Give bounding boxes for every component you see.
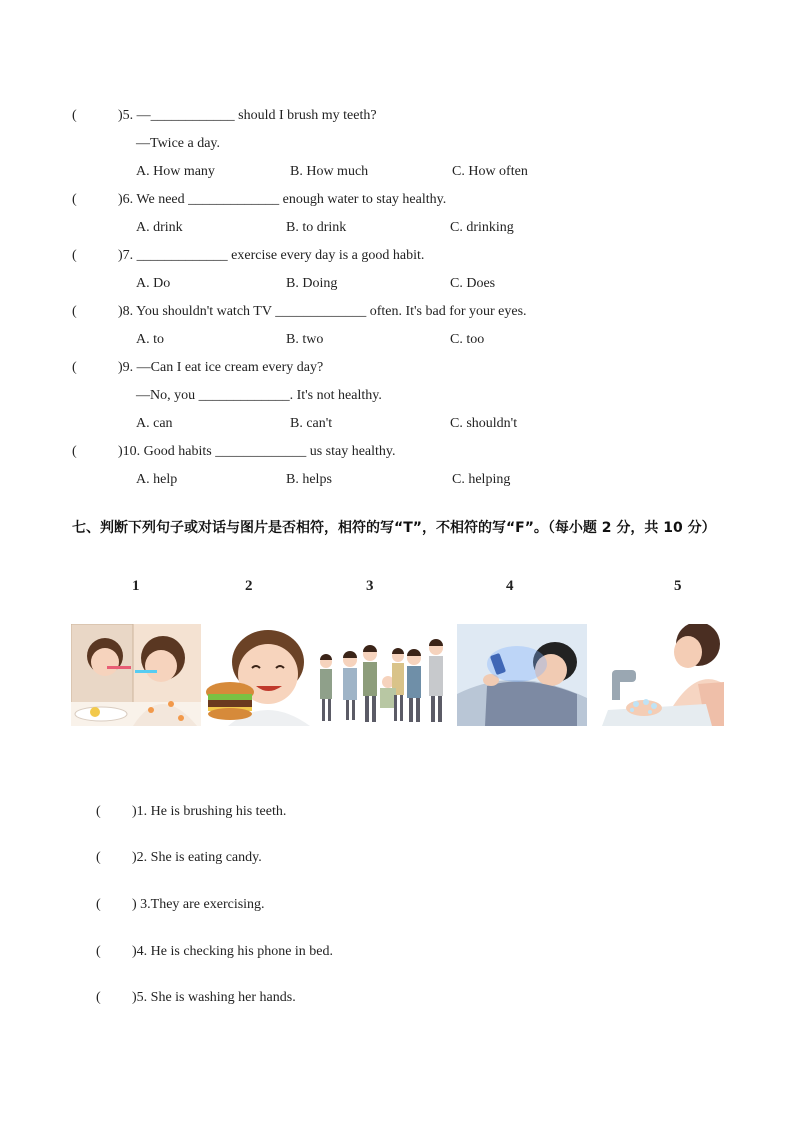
answer-blank[interactable]: _____________ bbox=[188, 192, 280, 207]
answer-paren[interactable]: ( bbox=[72, 360, 77, 375]
option-b[interactable]: B. Doing bbox=[286, 276, 338, 291]
picture-number-1: 1 bbox=[132, 578, 140, 594]
picture-number-4: 4 bbox=[506, 578, 514, 594]
section-7-title: 七、判断下列句子或对话与图片是否相符，相符的写“T”，不相符的写“F”。（每小题 2 分，共 10 分） bbox=[72, 520, 716, 536]
option-b[interactable]: B. How much bbox=[290, 164, 369, 179]
answer-paren[interactable]: ( bbox=[72, 304, 77, 319]
option-c[interactable]: C. Does bbox=[450, 276, 496, 291]
answer-paren[interactable]: ( bbox=[96, 944, 101, 959]
statement-2: ( )2. She is eating candy. bbox=[96, 850, 262, 865]
option-a[interactable]: A. to bbox=[136, 332, 164, 347]
option-b[interactable]: B. can't bbox=[290, 416, 333, 431]
option-b[interactable]: B. two bbox=[286, 332, 324, 347]
option-b[interactable]: B. to drink bbox=[286, 220, 347, 235]
answer-paren[interactable]: ( bbox=[72, 444, 77, 459]
statement-5: ( )5. She is washing her hands. bbox=[96, 990, 296, 1005]
option-c[interactable]: C. How often bbox=[452, 164, 528, 179]
picture-phone-in-bed bbox=[457, 624, 587, 726]
answer-blank[interactable]: ____________ bbox=[150, 108, 235, 123]
statement-1: ( )1. He is brushing his teeth. bbox=[96, 804, 287, 819]
picture-number-5: 5 bbox=[674, 578, 682, 594]
option-a[interactable]: A. drink bbox=[136, 220, 183, 235]
answer-paren[interactable]: ( bbox=[72, 108, 77, 123]
picture-group-of-children bbox=[314, 624, 454, 726]
answer-paren[interactable]: ( bbox=[72, 248, 77, 263]
picture-washing-hands bbox=[602, 624, 724, 726]
option-a[interactable]: A. How many bbox=[136, 164, 215, 179]
answer-blank[interactable]: _____________ bbox=[136, 248, 228, 263]
option-b[interactable]: B. helps bbox=[286, 472, 332, 487]
option-a[interactable]: A. Do bbox=[136, 276, 171, 291]
picture-brushing-teeth bbox=[71, 624, 201, 726]
option-c[interactable]: C. drinking bbox=[450, 220, 514, 235]
answer-blank[interactable]: _____________ bbox=[275, 304, 367, 319]
option-c[interactable]: C. helping bbox=[452, 472, 511, 487]
answer-paren[interactable]: ( bbox=[96, 897, 101, 912]
statement-3: ( ) 3.They are exercising. bbox=[96, 897, 265, 912]
answer-paren[interactable]: ( bbox=[96, 990, 101, 1005]
reply-line: —No, you _____________. It's not healthy. bbox=[136, 388, 382, 403]
option-a[interactable]: A. help bbox=[136, 472, 178, 487]
option-c[interactable]: C. too bbox=[450, 332, 485, 347]
reply-line: —Twice a day. bbox=[136, 136, 221, 151]
answer-blank[interactable]: _____________ bbox=[215, 444, 307, 459]
picture-number-2: 2 bbox=[245, 578, 253, 594]
picture-number-3: 3 bbox=[366, 578, 374, 594]
picture-eating-hamburger bbox=[206, 624, 310, 726]
answer-paren[interactable]: ( bbox=[96, 850, 101, 865]
answer-paren[interactable]: ( bbox=[72, 192, 77, 207]
option-a[interactable]: A. can bbox=[136, 416, 173, 431]
answer-paren[interactable]: ( bbox=[96, 804, 101, 819]
statement-4: ( )4. He is checking his phone in bed. bbox=[96, 944, 334, 959]
option-c[interactable]: C. shouldn't bbox=[450, 416, 518, 431]
